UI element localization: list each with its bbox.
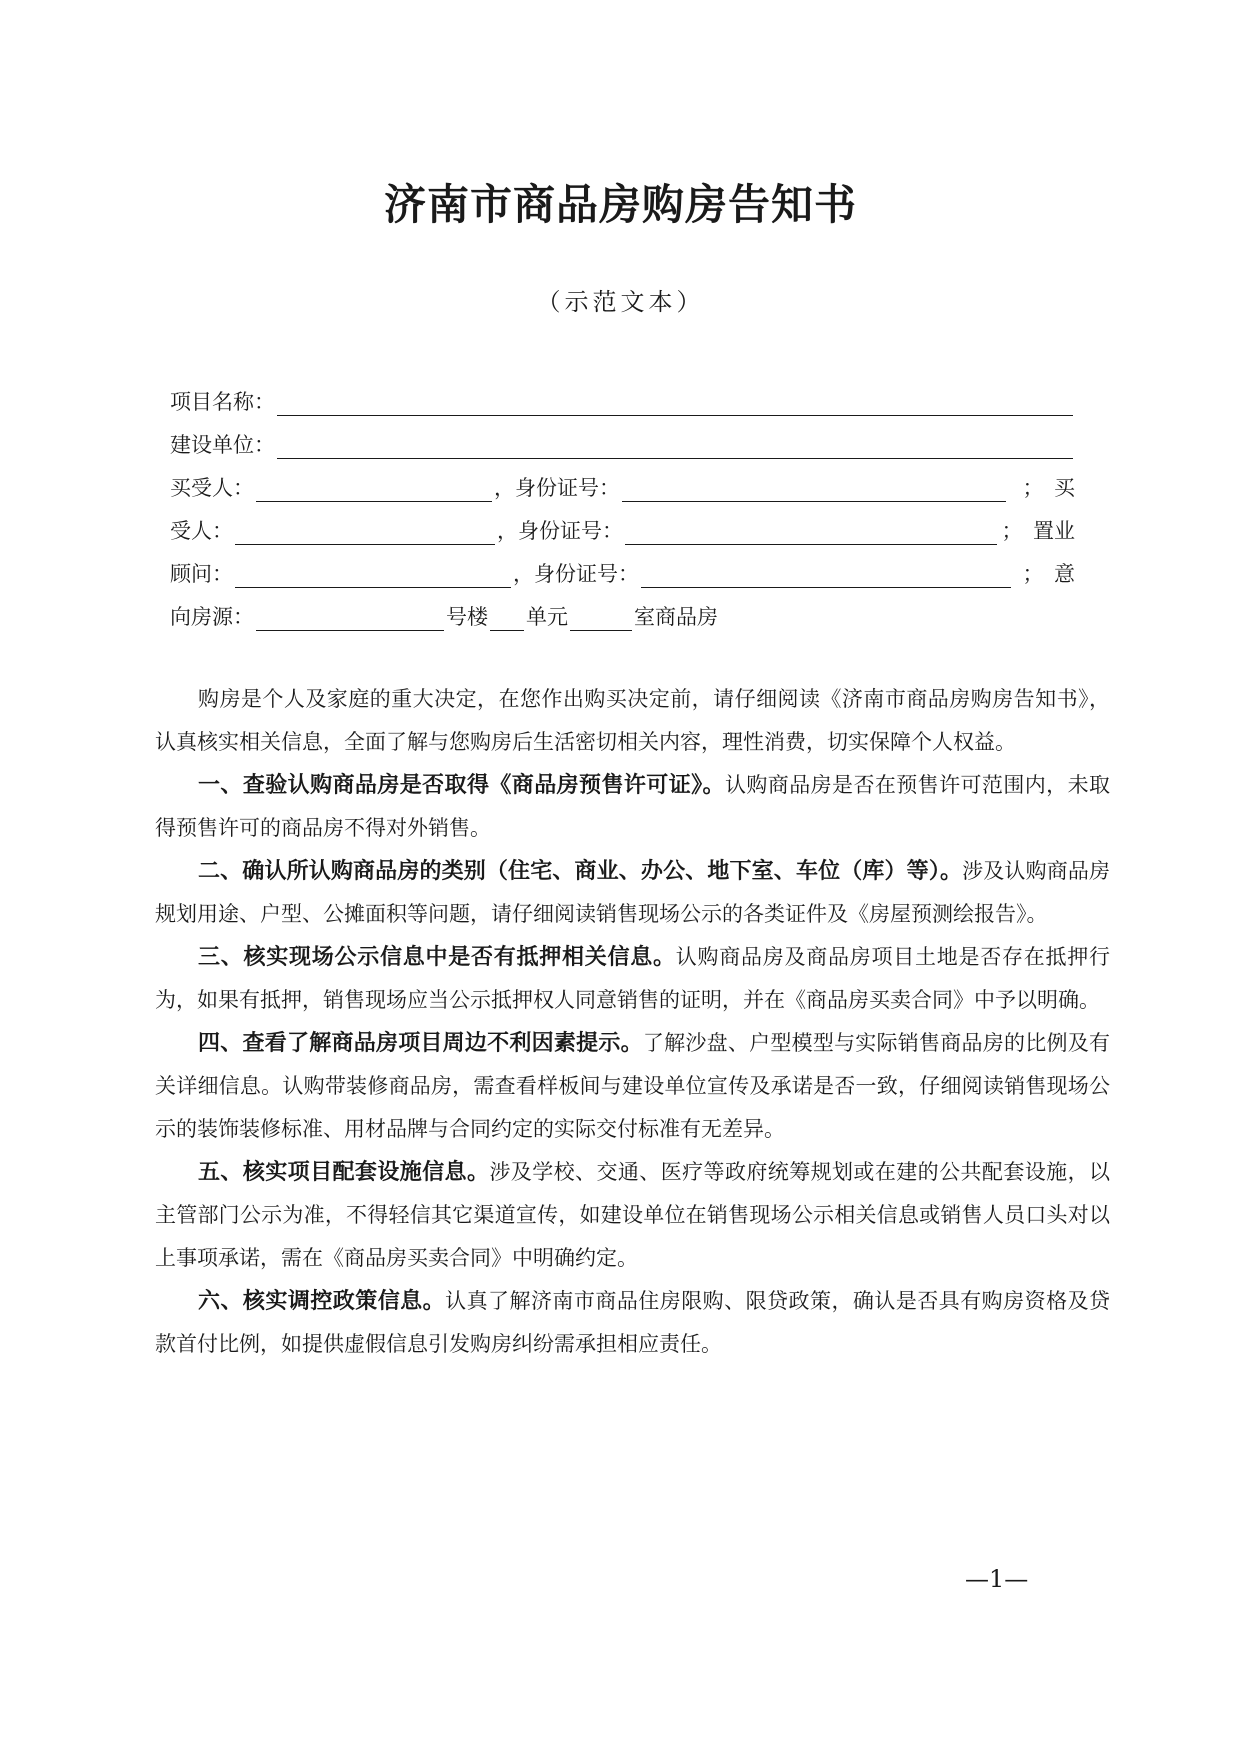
page-subtitle: （示范文本） [536,288,705,316]
buyer-name-field[interactable] [256,475,492,502]
building-suffix: 号楼 [446,605,488,629]
building-field[interactable] [256,604,444,631]
item-text: 认购商品房是否在预售许可范围内，未取得预售许可的商品房不得对外销售。 [155,773,1110,840]
item-paragraph [155,850,1110,936]
form-row-buyer2 [170,502,1075,545]
form-row-buyer [170,459,1075,502]
buyer-id-label: ，身份证号： [494,476,620,500]
buyer-id-field[interactable] [622,475,1006,502]
advisor-id-field[interactable] [641,561,1011,588]
item-heading: 三、核实现场公示信息中是否有抵押相关信息。 [198,944,676,970]
item-text: 认真了解济南市商品住房限购、限贷政策，确认是否具有购房资格及贷款首付比例，如提供虚假信息引发购房纠纷需承担相应责任。 [155,1289,1110,1356]
builder-field[interactable] [277,432,1073,459]
page-title: 济南市商品房购房告知书 [383,180,857,229]
item-heading: 五、核实项目配套设施信息。 [198,1159,490,1185]
item-paragraph [155,764,1110,850]
notice-body [155,678,1110,1366]
intro-paragraph: 购房是个人及家庭的重大决定，在您作出购买决定前，请仔细阅读《济南市商品房购房告知书》，认真核实相关信息，全面了解与您购房后生活密切相关内容，理性消费，切实保障个人权益。 [155,687,1110,754]
item-text: 涉及学校、交通、医疗等政府统筹规划或在建的公共配套设施，以主管部门公示为准，不得轻信其它渠道宣传，如建设单位在销售现场公示相关信息或销售人员口头对以上事项承诺，需在《商品房买卖合同》中明确约定。 [155,1160,1110,1270]
source-label: 向房源： [170,605,254,629]
buyer2-id-field[interactable] [625,518,997,545]
buyer-tail-text: ； 买 [1022,476,1075,500]
item-paragraph [155,1151,1110,1280]
form-row-advisor [170,545,1075,588]
advisor-id-label: ，身份证号： [513,562,639,586]
advisor-name-field[interactable] [235,561,511,588]
builder-label: 建设单位： [170,433,275,457]
item-text: 认购商品房及商品房项目土地是否存在抵押行为，如果有抵押，销售现场应当公示抵押权人同意销售的证明，并在《商品房买卖合同》中予以明确。 [155,945,1110,1012]
item-paragraph [155,1022,1110,1151]
page-number: —1— [965,1565,1029,1593]
buyer2-name-field[interactable] [235,518,495,545]
project-name-field[interactable] [277,389,1073,416]
item-text: 了解沙盘、户型模型与实际销售商品房的比例及有关详细信息。认购带装修商品房，需查看样板间与建设单位宣传及承诺是否一致，仔细阅读销售现场公示的装饰装修标准、用材品牌与合同约定的实际交付标准有无差异。 [155,1031,1110,1141]
unit-suffix: 单元 [526,605,568,629]
item-heading: 二、确认所认购商品房的类别（住宅、商业、办公、地下室、车位（库）等）。 [198,858,963,884]
project-name-label: 项目名称： [170,390,275,414]
form-row-project [170,373,1075,416]
info-form [170,373,1075,631]
unit-field[interactable] [490,604,524,631]
item-heading: 六、核实调控政策信息。 [198,1288,446,1314]
room-field[interactable] [570,604,632,631]
buyer2-id-label: ，身份证号： [497,519,623,543]
room-suffix: 室商品房 [634,605,718,629]
buyer-label: 买受人： [170,476,254,500]
advisor-tail-text: ； 意 [1022,562,1075,586]
item-paragraph [155,1280,1110,1366]
form-row-builder [170,416,1075,459]
item-heading: 四、查看了解商品房项目周边不利因素提示。 [198,1030,643,1056]
advisor-label: 顾问： [170,562,233,586]
item-heading: 一、查验认购商品房是否取得《商品房预售许可证》。 [198,772,725,798]
buyer2-label: 受人： [170,519,233,543]
item-paragraph [155,936,1110,1022]
buyer2-tail-text: ； 置业 [1001,519,1075,543]
item-text: 涉及认购商品房规划用途、户型、公摊面积等问题，请仔细阅读销售现场公示的各类证件及《房屋预测绘报告》。 [155,859,1111,926]
form-row-source [170,588,1075,631]
